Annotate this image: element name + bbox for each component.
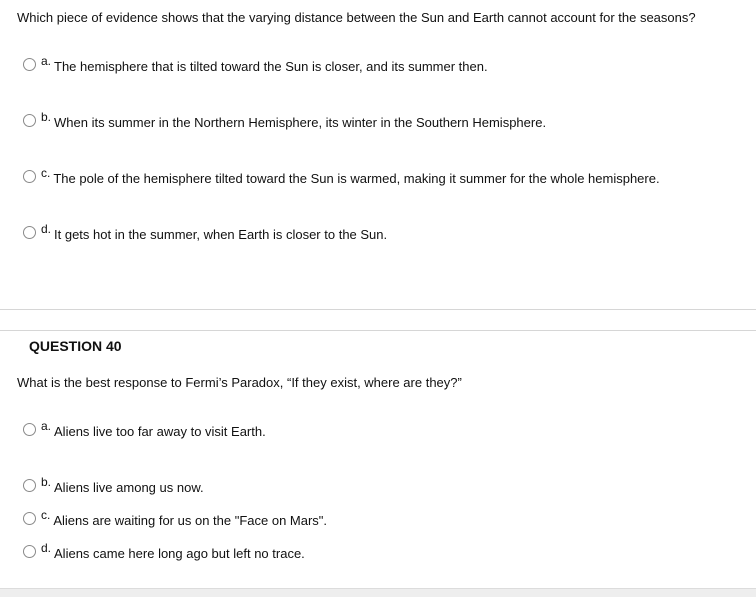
q39-option-a-letter: a. [41,54,52,68]
q40-option-b-text: Aliens live among us now. [54,480,204,495]
q39-option-b-text: When its summer in the Northern Hemisphere, its winter in the Southern Hemisphere. [54,115,547,130]
question-40-text: What is the best response to Fermi’s Paradox, “If they exist, where are they?” [17,375,462,390]
q39-option-c[interactable] [23,168,660,188]
q40-option-c[interactable] [23,510,327,530]
q40-option-a[interactable] [23,421,266,441]
q39-option-d-letter: d. [41,222,52,236]
q39-option-c-letter: c. [41,166,51,180]
q39-option-b[interactable] [23,112,546,132]
q40-option-a-letter: a. [41,419,52,433]
q39-option-d-text: It gets hot in the summer, when Earth is closer to the Sun. [54,227,388,242]
q39-option-d-radio[interactable] [23,226,36,239]
q40-option-c-letter: c. [41,508,51,522]
q39-option-a-radio[interactable] [23,58,36,71]
q40-option-d-text: Aliens came here long ago but left no trace. [54,546,305,561]
q39-option-d[interactable] [23,224,387,244]
q40-option-d[interactable] [23,543,305,563]
q39-option-c-text: The pole of the hemisphere tilted toward the Sun is warmed, making it summer for the whole hemisphere. [53,171,660,186]
q39-option-a-text: The hemisphere that is tilted toward the Sun is closer, and its summer then. [54,59,488,74]
question-39-text: Which piece of evidence shows that the varying distance between the Sun and Earth cannot account for the seasons? [17,10,696,25]
q39-option-b-radio[interactable] [23,114,36,127]
q40-option-a-radio[interactable] [23,423,36,436]
q39-option-b-letter: b. [41,110,52,124]
q40-option-b-radio[interactable] [23,479,36,492]
bottom-bar [0,588,756,597]
q40-option-c-radio[interactable] [23,512,36,525]
q39-option-a[interactable] [23,56,488,76]
q39-option-c-radio[interactable] [23,170,36,183]
q40-option-d-letter: d. [41,541,52,555]
q40-option-b[interactable] [23,477,204,497]
q40-option-b-letter: b. [41,475,52,489]
question-40-number: QUESTION 40 [29,338,122,354]
question-divider-bottom [0,330,756,331]
question-divider-top [0,309,756,310]
q40-option-c-text: Aliens are waiting for us on the "Face on Mars". [53,513,328,528]
q40-option-a-text: Aliens live too far away to visit Earth. [54,424,266,439]
q40-option-d-radio[interactable] [23,545,36,558]
